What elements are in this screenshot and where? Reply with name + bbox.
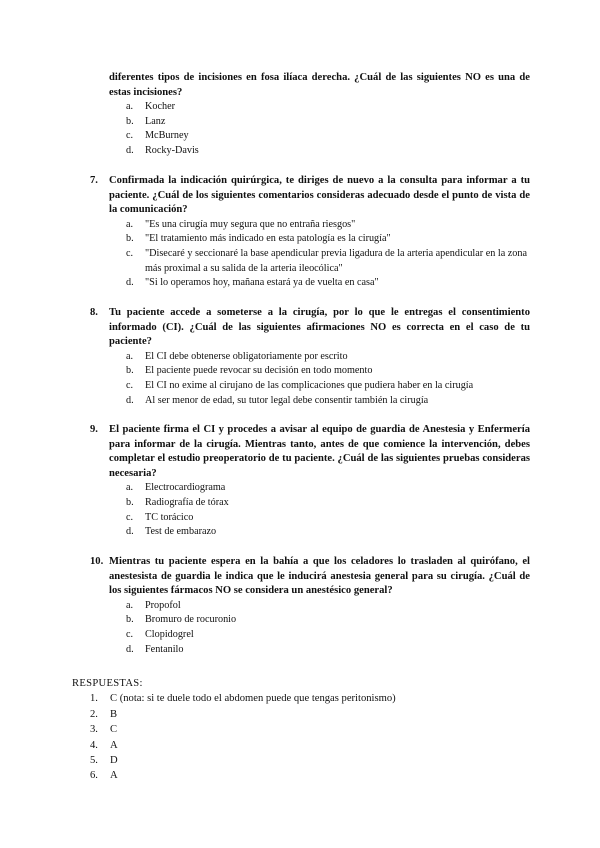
question-7: [90, 174, 530, 291]
question-number: 7.: [90, 175, 98, 186]
option-letter: c.: [126, 628, 134, 640]
answer-text: A: [110, 770, 118, 782]
option-text: "Si lo operamos hoy, mañana estará ya de vuelta en casa": [145, 277, 379, 289]
question-9-stem: [90, 423, 530, 481]
option: [126, 218, 530, 233]
option-letter: c.: [126, 511, 134, 523]
question-9: [90, 423, 530, 540]
question-number: 9.: [90, 424, 98, 435]
answer-item: [90, 753, 542, 768]
option-letter: d.: [126, 277, 134, 289]
answer-text: C (nota: si te duele todo el abdomen puede que tengas peritonismo): [110, 693, 396, 705]
answer-text: C: [110, 724, 118, 736]
answer-text: D: [110, 755, 118, 767]
question-10-stem: [90, 555, 530, 599]
option-text: Clopidogrel: [145, 628, 194, 640]
option-text: Bromuro de rocuronio: [145, 614, 237, 626]
option-letter: a.: [126, 101, 134, 113]
option-text: El CI no exime al cirujano de las complicaciones que pudiera haber en la cirugía: [145, 379, 474, 391]
option: [126, 100, 530, 115]
option: [126, 144, 530, 159]
option-letter: d.: [126, 526, 134, 538]
option: [126, 364, 530, 379]
answer-item: [90, 707, 542, 722]
option-letter: c.: [126, 379, 134, 391]
answer-text: A: [110, 739, 118, 751]
answer-item: [90, 722, 542, 737]
option: [126, 496, 530, 511]
question-9-stem-text: El paciente firma el CI y procedes a avisar al equipo de guardia de Anestesia y Enfermería para informar de la cirugía. Mientras tanto, antes de que comience la intervención, debes completar el estudio preoperatorio de tu paciente. ¿Cuál de las siguientes pruebas consideras necesaria?: [109, 424, 530, 479]
option-letter: a.: [126, 218, 134, 230]
question-8-options: [90, 350, 530, 408]
answer-number: 3.: [90, 724, 98, 736]
question-7-stem-text: Confirmada la indicación quirúrgica, te diriges de nuevo a la consulta para informar a tu paciente. ¿Cuál de los siguientes comentarios consideras adecuado desde el punto de vista de la comunicación?: [109, 175, 530, 216]
option-text: Electrocardiograma: [145, 482, 226, 494]
answer-text: B: [110, 708, 118, 720]
question-number: 10.: [90, 556, 104, 567]
question-7-stem: [90, 174, 530, 218]
option-text: El CI debe obtenerse obligatoriamente por escrito: [145, 350, 348, 362]
option: [126, 628, 530, 643]
answer-item: [90, 738, 542, 753]
option-text: McBurney: [145, 130, 189, 142]
question-6-options: [90, 100, 530, 158]
question-10-stem-text: Mientras tu paciente espera en la bahía a que los celadores lo trasladen al quirófano, el anestesista de guardia le indica que le inducirá anestesia general para su cirugía. ¿Cuál de los siguientes fármacos NO se considera un anestésico general?: [109, 556, 530, 597]
option-letter: b.: [126, 365, 134, 377]
option-text: Test de embarazo: [145, 526, 217, 538]
question-8: [90, 306, 530, 408]
question-9-options: [90, 481, 530, 539]
question-number: 8.: [90, 307, 98, 318]
option-text: El paciente puede revocar su decisión en todo momento: [145, 365, 373, 377]
option: [126, 613, 530, 628]
option: [126, 394, 530, 409]
option-text: "El tratamiento más indicado en esta patología es la cirugía": [145, 233, 391, 245]
option: [126, 525, 530, 540]
option-text: Radiografía de tórax: [145, 496, 229, 508]
option-letter: b.: [126, 233, 134, 245]
question-6: [90, 71, 530, 159]
question-6-stem-text: diferentes tipos de incisiones en fosa ilíaca derecha. ¿Cuál de las siguientes NO es una de estas incisiones?: [109, 72, 530, 98]
option: [126, 643, 530, 658]
answer-number: 2.: [90, 708, 98, 720]
answer-item: [90, 768, 542, 783]
option-letter: d.: [126, 144, 134, 156]
option-text: "Es una cirugía muy segura que no entraña riesgos": [145, 218, 356, 230]
option: [126, 350, 530, 365]
option-letter: d.: [126, 394, 134, 406]
option-letter: b.: [126, 115, 134, 127]
option-text: Al ser menor de edad, su tutor legal debe consentir también la cirugía: [145, 394, 429, 406]
answer-number: 6.: [90, 770, 98, 782]
question-10-options: [90, 599, 530, 657]
option-letter: b.: [126, 614, 134, 626]
option-text: Fentanilo: [145, 643, 184, 655]
option: [126, 276, 530, 291]
answer-item: [90, 691, 542, 706]
option-letter: d.: [126, 643, 134, 655]
option: [126, 379, 530, 394]
option-text: Lanz: [145, 115, 166, 127]
question-6-stem: [90, 71, 530, 100]
question-8-stem: [90, 306, 530, 350]
question-7-options: [90, 218, 530, 291]
option: [126, 129, 530, 144]
option-letter: a.: [126, 350, 134, 362]
option: [126, 247, 530, 276]
question-8-stem-text: Tu paciente accede a someterse a la cirugía, por lo que le entregas el consentimiento informado (CI). ¿Cuál de las siguientes afirmaciones NO es correcta en el caso de tu paciente?: [109, 307, 530, 348]
option-letter: b.: [126, 496, 134, 508]
option-text: Kocher: [145, 101, 175, 113]
answers-section: [72, 676, 542, 784]
option-letter: c.: [126, 130, 134, 142]
option: [126, 115, 530, 130]
option-text: Rocky-Davis: [145, 144, 199, 156]
option: [126, 599, 530, 614]
option: [126, 511, 530, 526]
question-10: [90, 555, 530, 657]
option-text: TC torácico: [145, 511, 194, 523]
option-letter: c.: [126, 247, 134, 259]
option-text: "Disecaré y seccionaré la base apendicular previa ligadura de la arteria apendicular en la zona más proximal a su salida de la arteria ileocólica": [145, 247, 528, 274]
option: [126, 232, 530, 247]
answers-list: [72, 691, 542, 783]
option-text: Propofol: [145, 599, 181, 611]
answers-title: RESPUESTAS:: [72, 678, 143, 689]
answer-number: 4.: [90, 739, 98, 751]
answer-number: 1.: [90, 693, 98, 705]
option: [126, 481, 530, 496]
answer-number: 5.: [90, 755, 98, 767]
option-letter: a.: [126, 482, 134, 494]
option-letter: a.: [126, 599, 134, 611]
